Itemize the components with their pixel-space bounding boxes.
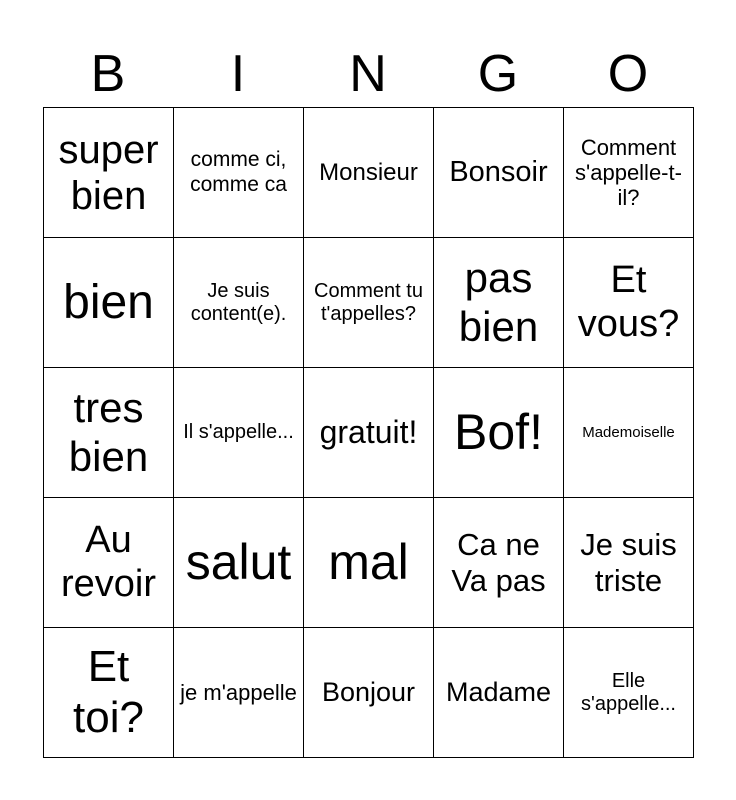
cell-text: comme ci, comme ca <box>190 148 287 196</box>
header-letter-g: G <box>477 45 519 103</box>
bingo-cell[interactable] <box>304 498 434 628</box>
header-letter-i: I <box>230 45 246 103</box>
cell-text: Je suis content(e). <box>190 279 287 325</box>
bingo-cell[interactable] <box>564 498 694 628</box>
bingo-cell[interactable] <box>44 238 174 368</box>
cell-text: Au revoir <box>60 518 157 605</box>
cell-text: Comment tu t'appelles? <box>314 279 423 325</box>
cell-text: Il s'appelle... <box>183 421 294 443</box>
bingo-cell[interactable] <box>174 368 304 498</box>
header-letter-o: O <box>607 45 649 103</box>
cell-text: Elle s'appelle... <box>581 669 676 715</box>
bingo-cell[interactable] <box>304 108 434 238</box>
board-row <box>44 498 694 628</box>
cell-text: Je suis triste <box>580 526 677 598</box>
bingo-cell[interactable] <box>434 628 564 758</box>
cell-text: Mademoiselle <box>582 423 675 441</box>
cell-text: salut <box>185 533 292 590</box>
bingo-cell[interactable] <box>434 368 564 498</box>
bingo-cell[interactable] <box>564 238 694 368</box>
bingo-cell[interactable] <box>434 498 564 628</box>
cell-text: Madame <box>445 676 552 707</box>
cell-text: Et vous? <box>577 258 680 345</box>
bingo-cell[interactable] <box>564 628 694 758</box>
cell-text: pas bien <box>458 254 539 350</box>
board-row <box>44 238 694 368</box>
cell-text: Et toi? <box>73 641 144 742</box>
bingo-cell[interactable] <box>434 108 564 238</box>
cell-text: mal <box>328 533 409 590</box>
bingo-board <box>43 107 694 758</box>
bingo-cell[interactable] <box>174 108 304 238</box>
cell-text: Bonsoir <box>449 155 548 188</box>
bingo-cell[interactable] <box>434 238 564 368</box>
bingo-header <box>43 40 693 108</box>
cell-text: Bonjour <box>321 676 416 707</box>
bingo-cell[interactable] <box>44 368 174 498</box>
board-row <box>44 108 694 238</box>
bingo-cell[interactable] <box>44 108 174 238</box>
bingo-cell[interactable] <box>304 368 434 498</box>
cell-text: Comment s'appelle-t-il? <box>575 134 682 211</box>
cell-text: Monsieur <box>319 158 418 186</box>
bingo-cell[interactable] <box>304 628 434 758</box>
bingo-cell[interactable] <box>564 108 694 238</box>
cell-text: je m'appelle <box>180 679 297 705</box>
header-letter-n: N <box>349 45 387 103</box>
bingo-cell[interactable] <box>174 238 304 368</box>
bingo-cell[interactable] <box>44 628 174 758</box>
cell-text: gratuit! <box>319 414 418 451</box>
cell-text: Bof! <box>454 403 543 460</box>
bingo-cell[interactable] <box>174 628 304 758</box>
bingo-cell[interactable] <box>564 368 694 498</box>
header-letter-b: B <box>90 45 126 103</box>
board-row <box>44 368 694 498</box>
cell-text: tres bien <box>68 384 149 480</box>
bingo-cell[interactable] <box>304 238 434 368</box>
bingo-cell[interactable] <box>174 498 304 628</box>
bingo-cell[interactable] <box>44 498 174 628</box>
cell-text: super bien <box>58 127 159 218</box>
board-row <box>44 628 694 758</box>
cell-text: bien <box>63 275 154 329</box>
cell-text: Ca ne Va pas <box>451 526 546 598</box>
